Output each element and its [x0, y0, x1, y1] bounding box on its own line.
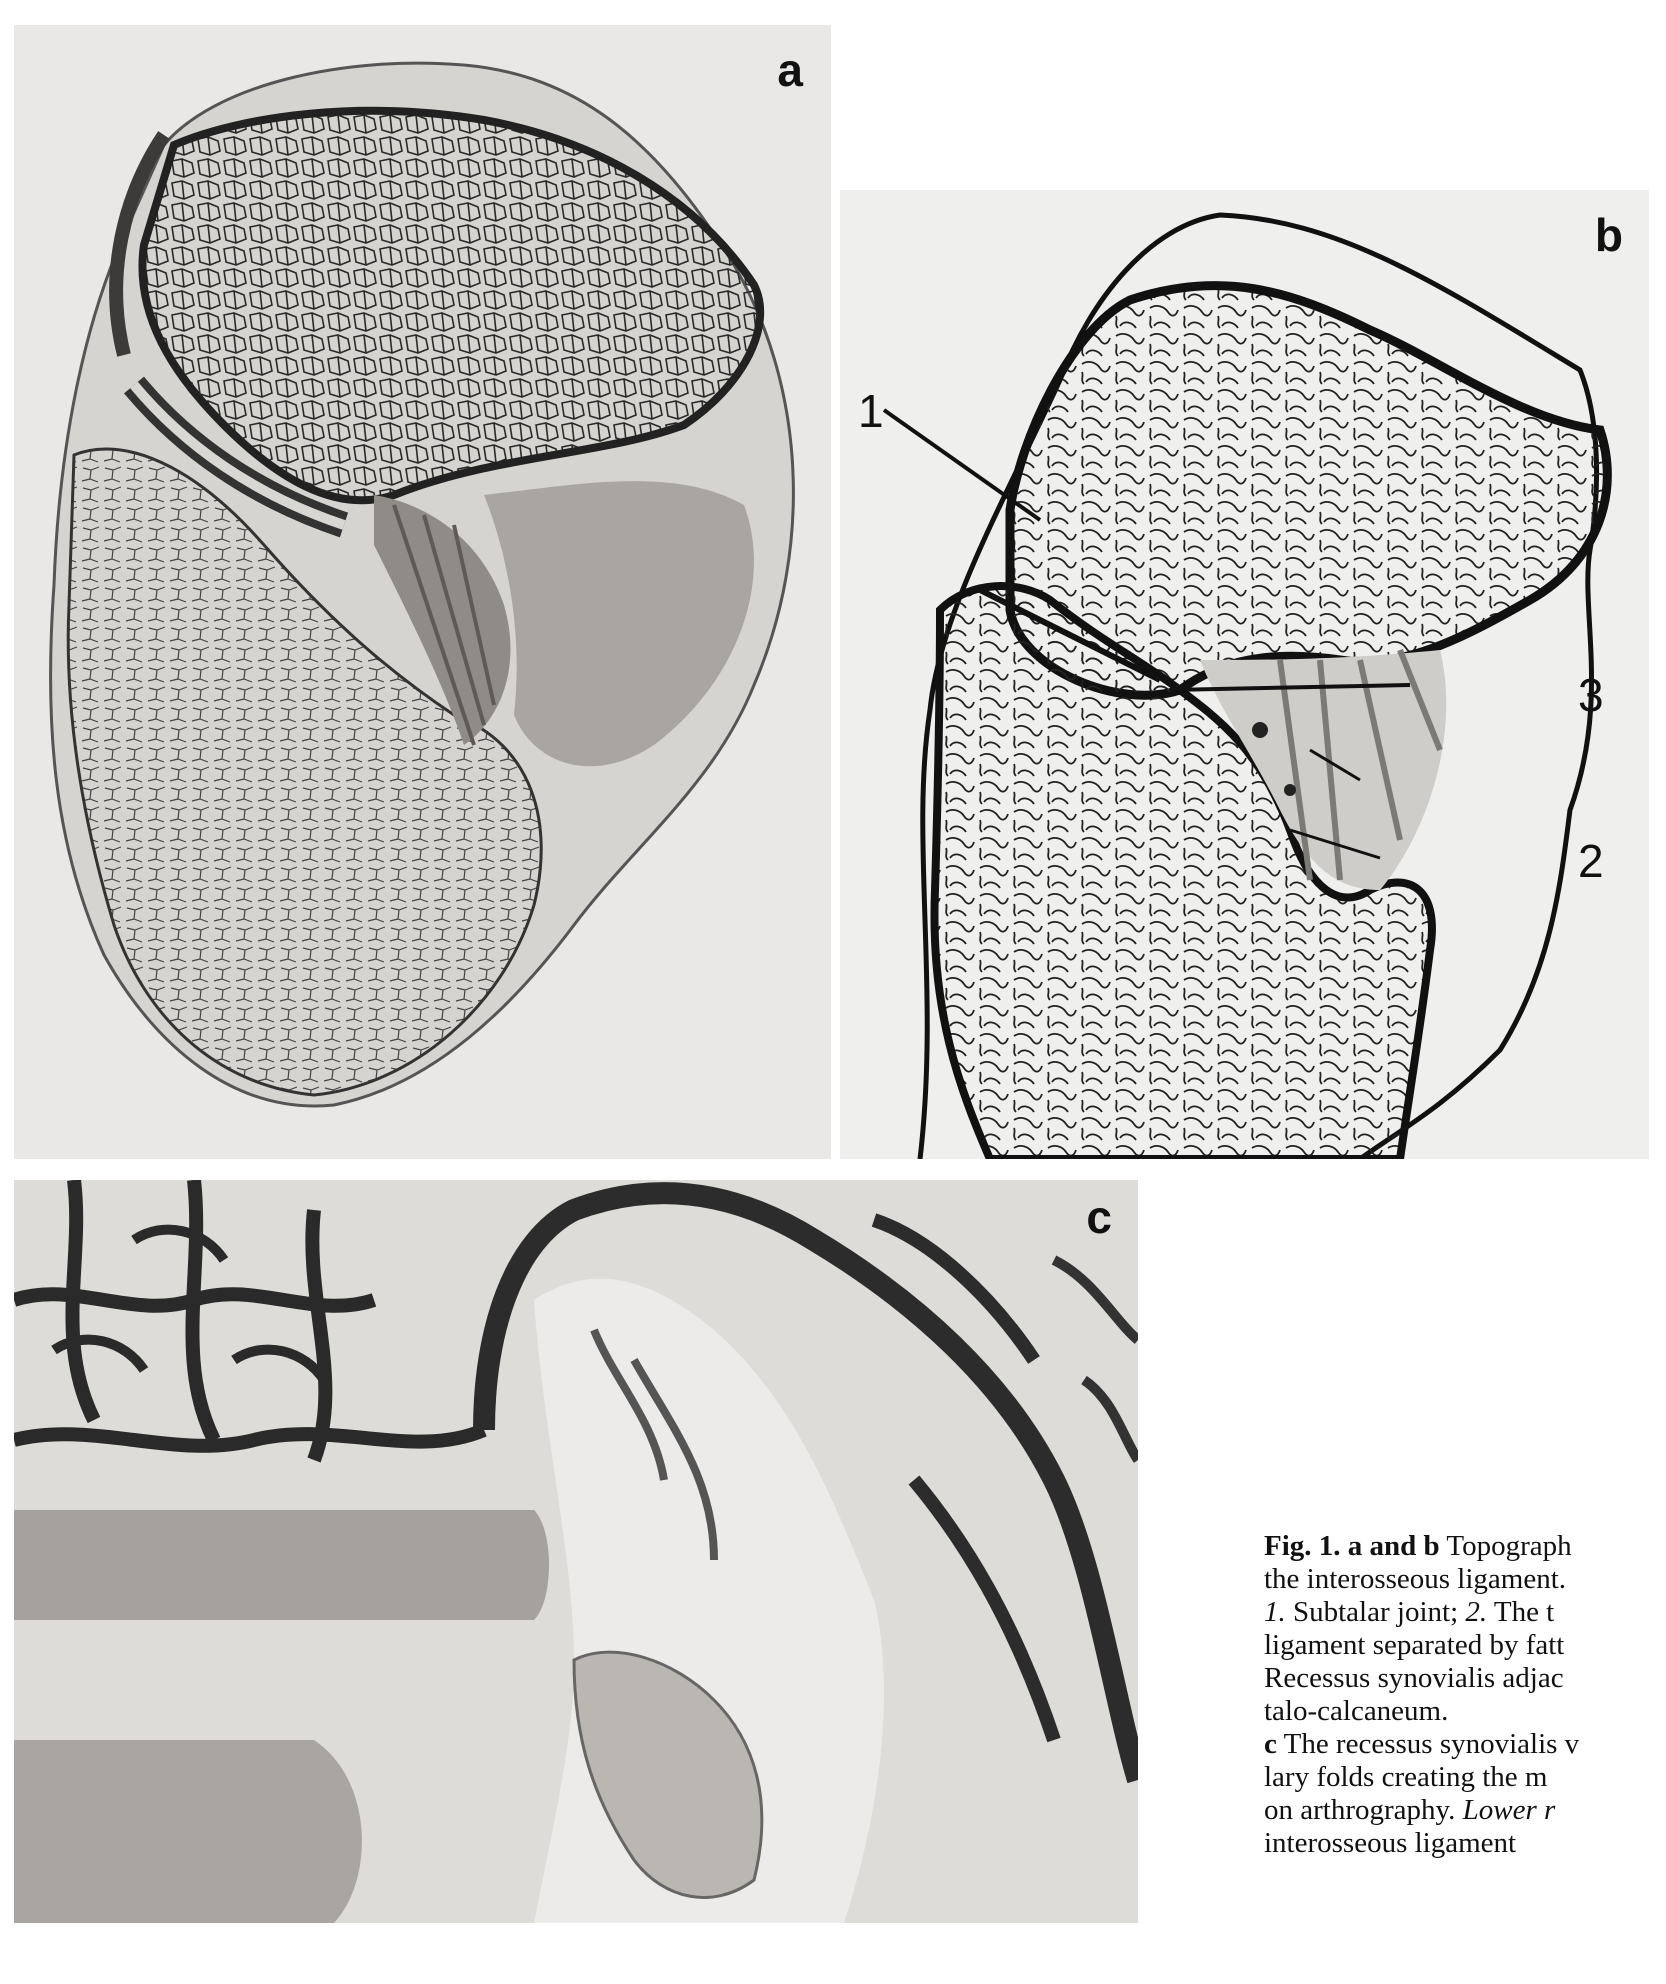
- panel-c-image: [14, 1180, 1138, 1923]
- callout-3: 3: [1578, 669, 1604, 721]
- caption-line-1: [1264, 1530, 1666, 1563]
- caption-italic-ref: 1.: [1264, 1596, 1286, 1628]
- caption-line-3: [1264, 1596, 1666, 1629]
- caption-line-7: [1264, 1728, 1666, 1761]
- panel-a-letter: a: [777, 44, 803, 96]
- caption-text: talo-calcaneum.: [1264, 1695, 1449, 1727]
- caption-line-5: [1264, 1662, 1666, 1695]
- caption-line-6: [1264, 1695, 1666, 1728]
- caption-text: The recessus synovialis v: [1276, 1728, 1580, 1760]
- callout-1: 1: [858, 385, 884, 437]
- caption-line-9: [1264, 1794, 1666, 1827]
- caption-text: ligament separated by fatt: [1264, 1629, 1565, 1661]
- caption-text: Subtalar joint;: [1285, 1596, 1466, 1628]
- caption-line-8: [1264, 1761, 1666, 1794]
- caption-text: Topograph: [1439, 1530, 1572, 1562]
- caption-line-4: [1264, 1629, 1666, 1662]
- panel-a-image: [14, 25, 831, 1159]
- caption-text: on arthrography.: [1264, 1794, 1463, 1826]
- caption-bold-ref: Fig. 1. a and b: [1264, 1530, 1440, 1562]
- caption-text: Recessus synovialis adjac: [1264, 1662, 1564, 1694]
- caption-text: lary folds creating the m: [1264, 1761, 1548, 1793]
- caption-bold-ref: c: [1264, 1728, 1277, 1760]
- caption-line-2: [1264, 1563, 1666, 1596]
- panel-c-letter: c: [1086, 1191, 1112, 1243]
- panel-b-drawing: [840, 190, 1649, 1159]
- caption-text: interosseous ligament: [1264, 1827, 1517, 1859]
- caption-italic-ref: 2.: [1465, 1596, 1488, 1628]
- panel-c-micrograph: [14, 1180, 1138, 1923]
- caption-text: the interosseous ligament.: [1264, 1563, 1567, 1595]
- panel-b-letter: b: [1594, 209, 1623, 261]
- callout-2: 2: [1578, 835, 1604, 887]
- panel-b-image: [840, 190, 1649, 1159]
- figure-caption: [1264, 1530, 1666, 1860]
- panel-a-micrograph: [14, 25, 831, 1159]
- caption-line-10: [1264, 1827, 1666, 1860]
- caption-italic-ref: Lower r: [1462, 1794, 1556, 1826]
- caption-text: The t: [1487, 1596, 1555, 1628]
